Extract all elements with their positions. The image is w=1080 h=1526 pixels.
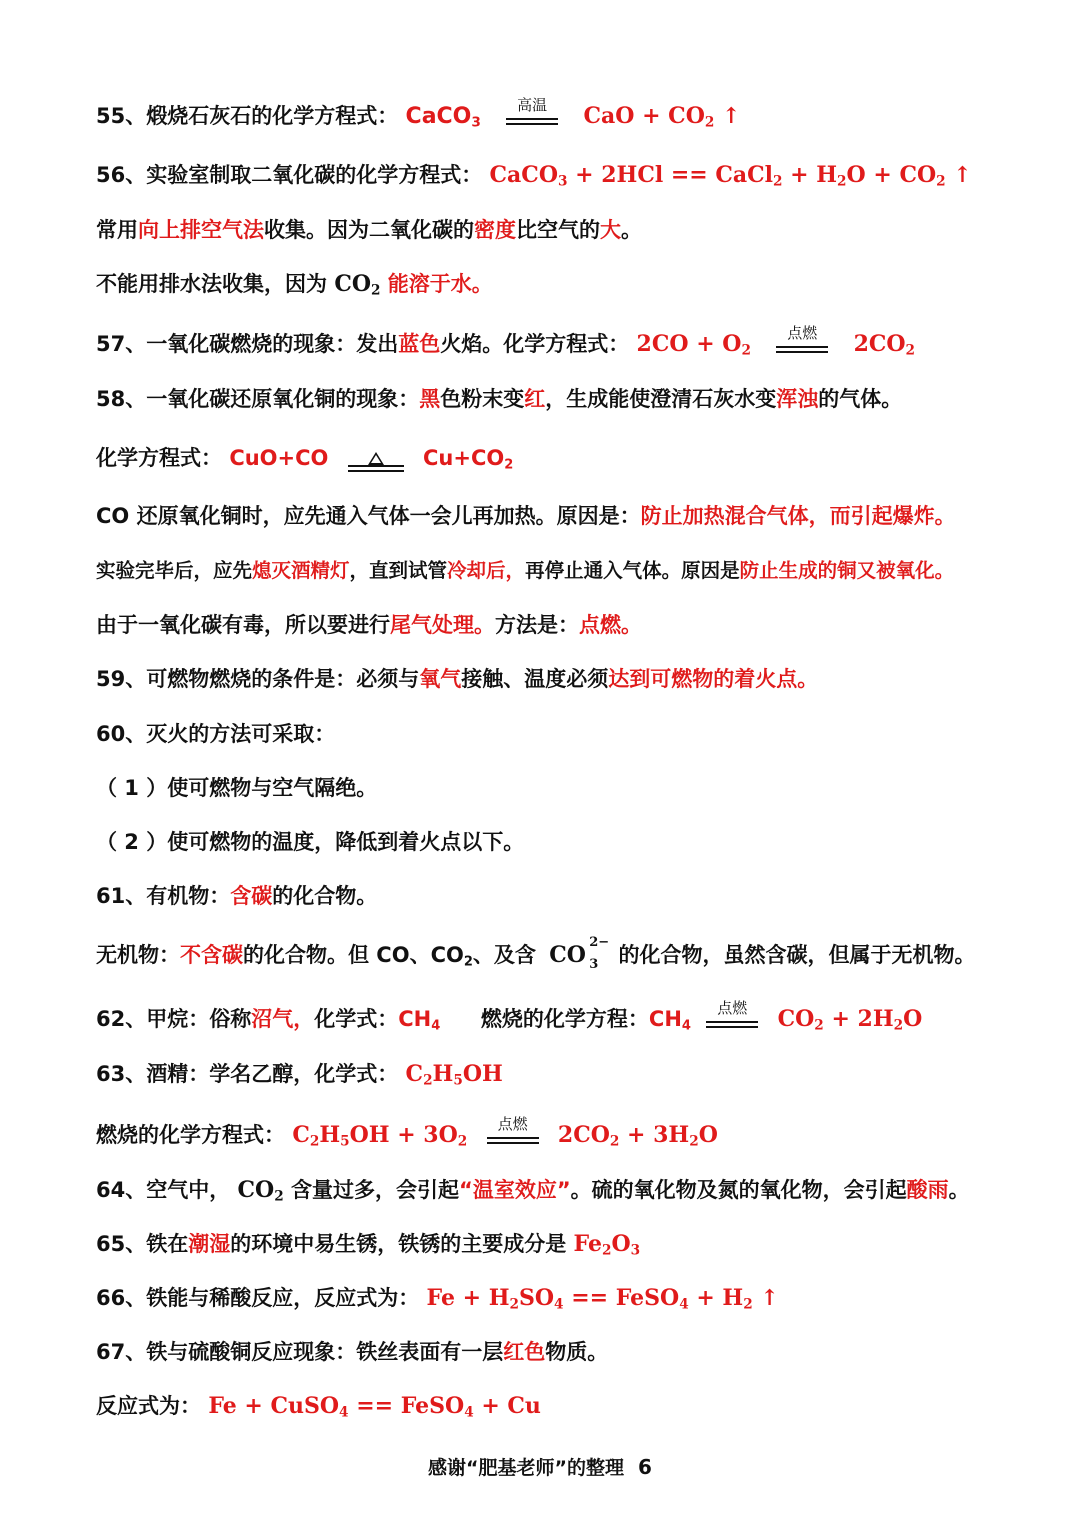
reaction-condition: 点燃 [487, 1121, 539, 1151]
item-55: 55、煅烧石灰石的化学方程式： CaCO$_3$ 高温 CaO + $CO_2$ ↑ [96, 96, 741, 131]
item-63-equation: 燃烧的化学方程式： $C_2H_5OH + 3O_2$ 点燃 $2CO_2 + 3H_2O$ [96, 1115, 718, 1150]
carbonate-ion: CO 2− 3 [549, 935, 610, 972]
reaction-condition: 点燃 [776, 330, 828, 360]
item-56-collection: 常用向上排空气法收集。因为二氧化碳的密度比空气的大。 [96, 218, 642, 242]
item-62: 62、甲烷：俗称沼气，化学式：$CH_4$ 燃烧的化学方程：$CH_4$ 点燃 $CO_2 + 2H_2O$ [96, 999, 923, 1034]
footer-credit: 感谢“肥基老师”的整理 [428, 1457, 625, 1479]
page-number: 6 [638, 1455, 652, 1479]
heat-condition [348, 444, 404, 474]
item-60-2: （ 2 ）使可燃物的温度，降低到着火点以下。 [96, 830, 525, 854]
item-58-note2: 实验完毕后，应先熄灭酒精灯，直到试管冷却后，再停止通入气体。原因是防止生成的铜又被氧化。 [96, 559, 955, 582]
item-58-note1: CO 还原氧化铜时，应先通入气体一会儿再加热。原因是：防止加热混合气体，而引起爆炸。 [96, 504, 956, 528]
item-67-equation: 反应式为： Fe + CuSO$_4$ == FeSO$_4$ + Cu [96, 1393, 541, 1421]
item-59: 59、可燃物燃烧的条件是：必须与氧气接触、温度必须达到可燃物的着火点。 [96, 667, 819, 691]
item-65: 65、铁在潮湿的环境中易生锈，铁锈的主要成分是 $Fe_2O_3$ [96, 1231, 641, 1259]
item-56: 56、实验室制取二氧化碳的化学方程式： CaCO$_3$ + 2HCl == CaCl$_2$ + $H_2O + CO_2$ ↑ [96, 162, 972, 190]
item-60: 60、灭火的方法可采取： [96, 722, 336, 746]
triangle-icon [368, 452, 384, 465]
item-57: 57、一氧化碳燃烧的现象：发出蓝色火焰。化学方程式： $2CO + O_2$ 点燃 $2CO_2$ [96, 324, 916, 359]
item-58: 58、一氧化碳还原氧化铜的现象：黑色粉末变红，生成能使澄清石灰水变浑浊的气体。 [96, 387, 903, 411]
item-66: 66、铁能与稀酸反应，反应式为： $Fe + H_2SO_4$ == FeSO$_4$ + $H_2$ ↑ [96, 1285, 779, 1313]
item-61: 61、有机物：含碳的化合物。 [96, 884, 378, 908]
item-60-1: （ 1 ）使可燃物与空气隔绝。 [96, 776, 378, 800]
item-58-equation: 化学方程式： CuO+CO $Cu+CO_2$ [96, 446, 514, 473]
item-58-note3: 由于一氧化碳有毒，所以要进行尾气处理。方法是：点燃。 [96, 613, 642, 637]
reaction-condition: 点燃 [706, 1005, 758, 1035]
item-63: 63、酒精：学名乙醇，化学式： $C_2H_5OH$ [96, 1061, 503, 1089]
item-61-inorganic: 无机物：不含碳的化合物。但 CO、$CO_2$、及含 CO 2− 3 的化合物，虽然含碳，但属于无机物。 [96, 935, 976, 972]
reaction-condition: 高温 [506, 102, 558, 132]
item-64: 64、空气中， $CO_2$ 含量过多，会引起“温室效应”。硫的氧化物及氮的氧化物，会引起酸雨。 [96, 1177, 970, 1205]
page-footer [0, 1450, 1080, 1485]
item-67: 67、铁与硫酸铜反应现象：铁丝表面有一层红色物质。 [96, 1340, 609, 1364]
item-56-note: 不能用排水法收集，因为 $CO_2$ 能溶于水。 [96, 271, 493, 299]
